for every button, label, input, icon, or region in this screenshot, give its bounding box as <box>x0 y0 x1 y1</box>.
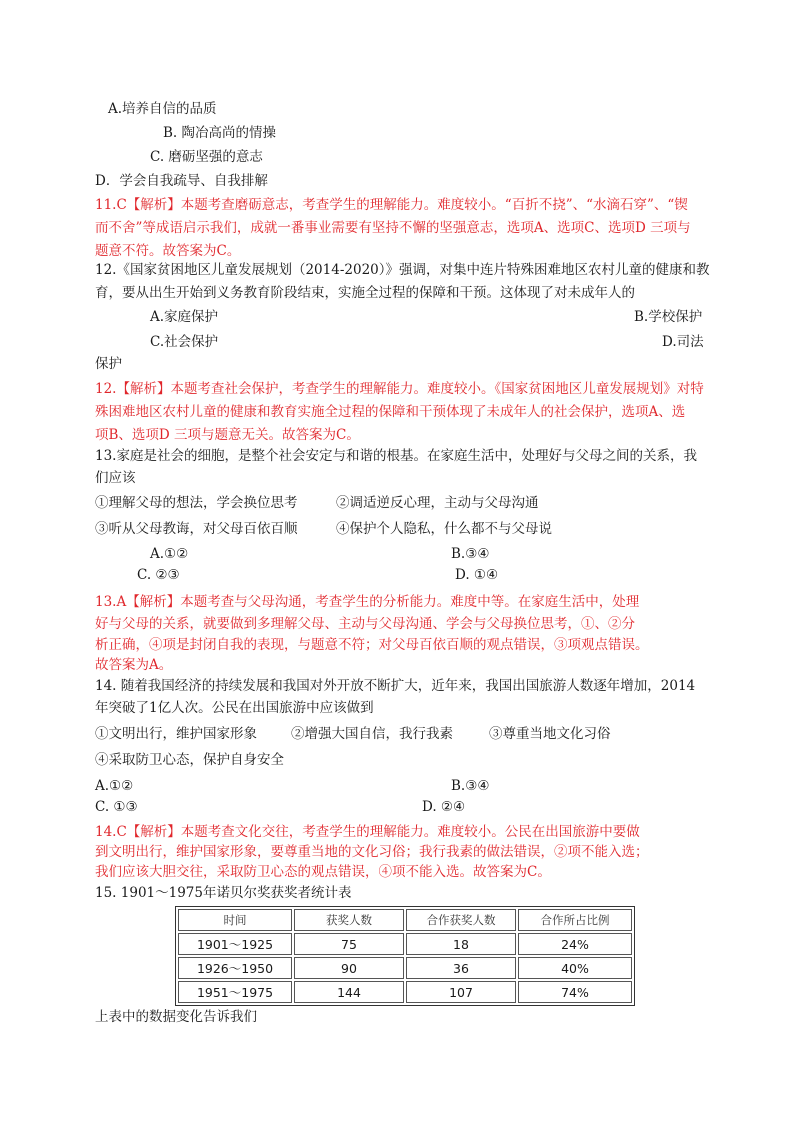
q13-analysis-line-3: 析正确，④项是封闭自我的表现，与题意不符；对父母百依百顺的观点错误，③项观点错误。 <box>95 637 649 653</box>
q14-option-a: A.①② <box>95 778 134 794</box>
q12-option-c: C.社会保护 <box>150 334 219 350</box>
nobel-statistics-table <box>175 906 635 1006</box>
table-header-cell: 获奖人数 <box>294 909 404 931</box>
q10-option-b: B. 陶冶高尚的情操 <box>163 125 277 141</box>
q12-option-a: A.家庭保护 <box>150 309 219 325</box>
table-row <box>178 933 632 955</box>
table-header-cell: 合作获奖人数 <box>406 909 516 931</box>
q13-analysis-line-2: 好与父母的关系，就要做到多理解父母、主动与父母沟通、学会与父母换位思考，①、②分 <box>95 616 635 632</box>
q13-item-2: ②调适逆反心理，主动与父母沟通 <box>336 495 539 511</box>
table-cell: 144 <box>294 981 404 1003</box>
q10-option-d: D．学会自我疏导、自我排解 <box>95 173 268 189</box>
q12-option-d: D.司法 <box>662 334 704 350</box>
q14-option-c: C. ①③ <box>95 799 138 815</box>
q14-analysis-line-1: 14.C【解析】本题考查文化交往，考查学生的理解能力。难度较小。公民在出国旅游中要做 <box>95 824 640 840</box>
q11-analysis-line-3: 题意不符。故答案为C。 <box>95 243 241 259</box>
q14-stem-line-2: 年突破了1亿人次。公民在出国旅游中应该做到 <box>95 700 374 716</box>
table-cell: 75 <box>294 933 404 955</box>
q12-analysis-line-2: 殊困难地区农村儿童的健康和教育实施全过程的保障和干预体现了未成年人的社会保护，选项A、选 <box>95 404 686 420</box>
q10-option-a: A.培养自信的品质 <box>108 101 217 117</box>
table-cell: 1951～1975 <box>178 981 292 1003</box>
table-header-row <box>178 909 632 931</box>
q13-stem-line-1: 13.家庭是社会的细胞，是整个社会安定与和谐的根基。在家庭生活中，处理好与父母之间的关系，我 <box>95 448 697 464</box>
q14-option-d: D. ②④ <box>422 799 466 815</box>
q11-analysis-line-1: 11.C【解析】本题考查磨砺意志，考查学生的理解能力。难度较小。“百折不挠”、“水滴石穿”、“锲 <box>95 197 688 213</box>
q13-option-c: C. ②③ <box>137 567 180 583</box>
table-cell: 1901～1925 <box>178 933 292 955</box>
table-cell: 74% <box>518 981 632 1003</box>
q14-analysis-line-2: 到文明出行，维护国家形象，要尊重当地的文化习俗；我行我素的做法错误，②项不能入选； <box>95 844 649 860</box>
q12-stem-line-1: 12.《国家贫困地区儿童发展规划（2014-2020）》强调，对集中连片特殊困难地区农村儿童的健康和教 <box>95 262 710 278</box>
table-cell: 1926～1950 <box>178 957 292 979</box>
table-header-cell: 时间 <box>178 909 292 931</box>
q13-option-a: A.①② <box>150 546 189 562</box>
table-cell: 36 <box>406 957 516 979</box>
table-header-cell: 合作所占比例 <box>518 909 632 931</box>
table-cell: 24% <box>518 933 632 955</box>
table-cell: 90 <box>294 957 404 979</box>
q13-stem-line-2: 们应该 <box>95 470 136 486</box>
q13-item-1: ①理解父母的想法，学会换位思考 <box>95 495 298 511</box>
q14-item-3: ③尊重当地文化习俗 <box>489 726 611 742</box>
table-row <box>178 981 632 1003</box>
table-cell: 107 <box>406 981 516 1003</box>
q14-stem-line-1: 14. 随着我国经济的持续发展和我国对外开放不断扩大，近年来，我国出国旅游人数逐年增加，2014 <box>95 678 696 694</box>
table-row <box>178 957 632 979</box>
q12-option-b: B.学校保护 <box>634 309 703 325</box>
q13-item-3: ③听从父母教诲，对父母百依百顺 <box>95 521 298 537</box>
q12-analysis-line-1: 12.【解析】本题考查社会保护，考查学生的理解能力。难度较小。《国家贫困地区儿童发展规划》对特 <box>95 381 704 397</box>
q12-analysis-line-3: 项B、选项D 三项与题意无关。故答案为C。 <box>95 427 360 443</box>
q12-stem-line-2: 育，要从出生开始到义务教育阶段结束，实施全过程的保障和干预。这体现了对未成年人的 <box>95 285 635 301</box>
q14-item-4: ④采取防卫心态，保护自身安全 <box>95 752 284 768</box>
q15-follow-up: 上表中的数据变化告诉我们 <box>95 1009 257 1025</box>
q13-analysis-line-4: 故答案为A。 <box>95 657 173 673</box>
q13-item-4: ④保护个人隐私，什么都不与父母说 <box>336 521 552 537</box>
q15-stem: 15. 1901～1975年诺贝尔奖获奖者统计表 <box>95 885 352 901</box>
q14-item-2: ②增强大国自信，我行我素 <box>291 726 453 742</box>
q13-option-d: D. ①④ <box>455 567 499 583</box>
q10-option-c: C. 磨砺坚强的意志 <box>150 149 263 165</box>
q11-analysis-line-2: 而不舍”等成语启示我们，成就一番事业需要有坚持不懈的坚强意志，选项A、选项C、选项D 三项与 <box>95 220 691 236</box>
q14-option-b: B.③④ <box>451 778 490 794</box>
q14-item-1: ①文明出行，维护国家形象 <box>95 726 257 742</box>
q14-analysis-line-3: 我们应该大胆交往，采取防卫心态的观点错误，④项不能入选。故答案为C。 <box>95 864 551 880</box>
q13-option-b: B.③④ <box>451 546 490 562</box>
table-cell: 18 <box>406 933 516 955</box>
q12-option-d-continued: 保护 <box>95 356 122 372</box>
q13-analysis-line-1: 13.A【解析】本题考查与父母沟通，考查学生的分析能力。难度中等。在家庭生活中，处理 <box>95 594 640 610</box>
table-cell: 40% <box>518 957 632 979</box>
